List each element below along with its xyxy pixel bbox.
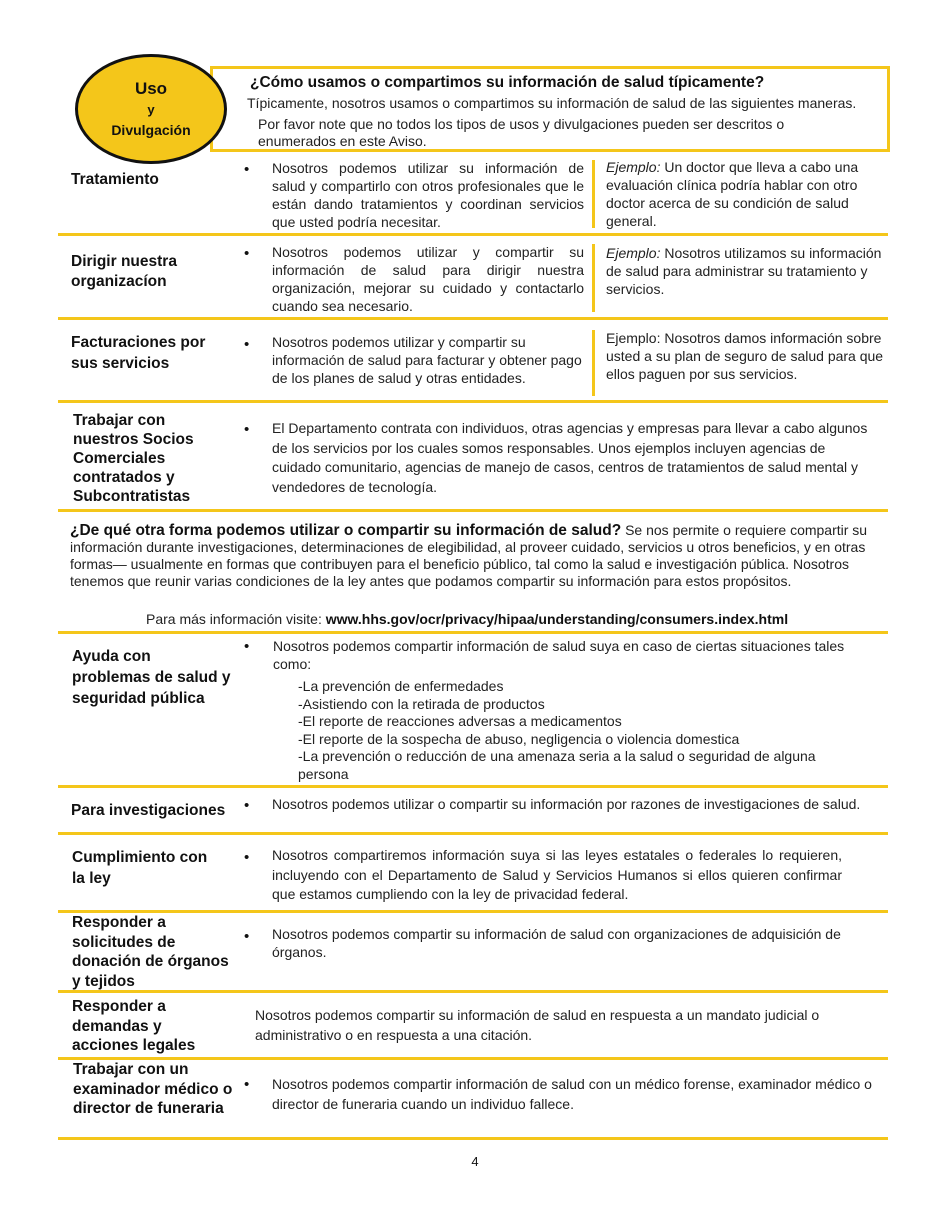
header-title: ¿Cómo usamos o compartimos su información de salud típicamente?: [250, 74, 765, 91]
row-text-ayuda: Nosotros podemos compartir información de salud suya en caso de ciertas situaciones tales como:: [273, 638, 845, 672]
row-label-socios: Trabajar con nuestros Socios Comerciales contratados y Subcontratistas: [73, 412, 194, 505]
row-label-investigaciones: Para investigaciones: [71, 802, 226, 819]
row-label-cumplimiento: Cumplimiento con la ley: [72, 849, 208, 887]
row-label-dirigir: Dirigir nuestra organizacíon: [71, 253, 177, 290]
row-text-dirigir: Nosotros podemos utilizar y compartir su información de salud para dirigir nuestra organización, mejorar su cuidado y contactarlo cuando sea necesario.: [272, 244, 584, 314]
bullet: •: [244, 1076, 250, 1093]
row-text-cumplimiento: Nosotros compartiremos información suya si las leyes estatales o federales lo requieren, incluyendo con el Departamento de Salud y Servicios Humanos si ellos quieren confirmar que estamos cumpliendo con la ley de privacidad federal.: [272, 847, 842, 902]
row-label-ayuda: Ayuda con problemas de salud y seguridad pública: [72, 648, 231, 707]
row-divider: [58, 1137, 888, 1140]
header-intro: Típicamente, nosotros usamos o compartimos su información de salud de las siguientes maneras.: [247, 95, 857, 111]
example-divider: [592, 160, 595, 228]
bullet: •: [244, 336, 250, 353]
row-text-donacion: Nosotros podemos compartir su información de salud con organizaciones de adquisición de órganos.: [272, 926, 841, 960]
page-number: 4: [471, 1154, 479, 1169]
row-text-funeraria: Nosotros podemos compartir información de salud con un médico forense, examinador médico o director de funeraria cuando un individuo fallece.: [272, 1076, 872, 1112]
example-divider: [592, 330, 595, 396]
example-facturaciones: Ejemplo: Nosotros damos información sobre usted a su plan de seguro de salud para que ellos paguen por sus servicios.: [606, 330, 884, 382]
row-label-donacion: Responder a solicitudes de donación de órganos y tejidos: [72, 914, 229, 990]
bullet: •: [244, 245, 250, 262]
row-divider: [58, 990, 888, 993]
row-text-facturaciones: Nosotros podemos utilizar y compartir su información de salud para facturar y obtener pago de los planes de salud y otras entidades.: [272, 334, 582, 386]
list-item: -El reporte de la sospecha de abuso, negligencia o violencia domestica: [298, 730, 740, 747]
row-text-investigaciones: Nosotros podemos utilizar o compartir su información por razones de investigaciones de salud.: [272, 796, 861, 812]
bullet: •: [244, 161, 250, 178]
bullet: •: [244, 928, 250, 945]
bullet: •: [244, 638, 250, 655]
bullet: •: [244, 797, 250, 814]
row-divider: [58, 233, 888, 236]
uso-divulgacion-badge: [75, 54, 227, 164]
badge-line-3: Divulgación: [111, 122, 191, 138]
badge-line-2: y: [147, 102, 155, 117]
row-label-tratamiento: Tratamiento: [71, 171, 159, 188]
row-label-demandas: Responder a demandas y acciones legales: [72, 998, 196, 1054]
list-item: -La prevención o reducción de una amenaza seria a la salud o seguridad de alguna persona: [298, 748, 816, 782]
example-dirigir: Ejemplo: Nosotros utilizamos su información de salud para administrar su tratamiento y servicios.: [606, 245, 882, 297]
row-text-tratamiento: Nosotros podemos utilizar su información de salud y compartirlo con otros profesionales que le están dando tratamientos y coordinan servicios que usted podría necesitar.: [272, 160, 584, 230]
row-text-socios: El Departamento contrata con individuos, otras agencias y empresas para llevar a cabo algunos de los servicios por los cuales somos responsables. Unos ejemplos incluyen agencias de cuidado comunitario, agencias de manejo de casos, centros de tratamientos de salud mental y vendedores de tecnología.: [272, 420, 868, 495]
bullet: •: [244, 849, 250, 866]
row-label-facturaciones: Facturaciones por sus servicios: [71, 334, 206, 372]
row-divider: [58, 509, 888, 512]
row-divider: [58, 400, 888, 403]
list-item: -La prevención de enfermedades: [298, 678, 504, 694]
more-info-line: Para más información visite: www.hhs.gov/ocr/privacy/hipaa/understanding/consumers.index.html: [146, 611, 789, 627]
example-tratamiento: Ejemplo: Un doctor que lleva a cabo una evaluación clínica podría hablar con otro doctor acerca de su condición de salud general.: [606, 159, 859, 229]
row-label-funeraria: Trabajar con un examinador médico o director de funeraria: [73, 1061, 233, 1117]
list-item: -Asistiendo con la retirada de productos: [298, 695, 545, 712]
list-item: -El reporte de reacciones adversas a medicamentos: [298, 713, 622, 729]
row-divider: [58, 785, 888, 788]
example-divider: [592, 244, 595, 312]
more-info-link[interactable]: www.hhs.gov/ocr/privacy/hipaa/understanding/consumers.index.html: [325, 611, 789, 627]
row-text-demandas: Nosotros podemos compartir su información de salud en respuesta a un mandato judicial o administrativo o en respuesta a una citación.: [255, 1007, 820, 1043]
badge-line-1: Uso: [134, 79, 168, 98]
ayuda-list: [298, 678, 858, 783]
other-uses-paragraph: ¿De qué otra forma podemos utilizar o compartir su información de salud? Se nos permite o requiere compartir su información durante investigaciones, determinaciones de elegibilidad, al proveer cuidado, servicios u otros beneficios, y en otras formas— usualmente en formas que contribuyen para el beneficio público, tal como la salud e investigación pública. Nosotros tenemos que reunir varias condiciones de la ley antes que podamos compartir su información para estos propósitos.: [70, 522, 868, 589]
row-divider: [58, 631, 888, 634]
row-divider: [58, 317, 888, 320]
row-divider: [58, 832, 888, 835]
bullet: •: [244, 421, 250, 438]
header-note: Por favor note que no todos los tipos de usos y divulgaciones pueden ser descritos o enumerados en este Aviso.: [258, 116, 785, 149]
